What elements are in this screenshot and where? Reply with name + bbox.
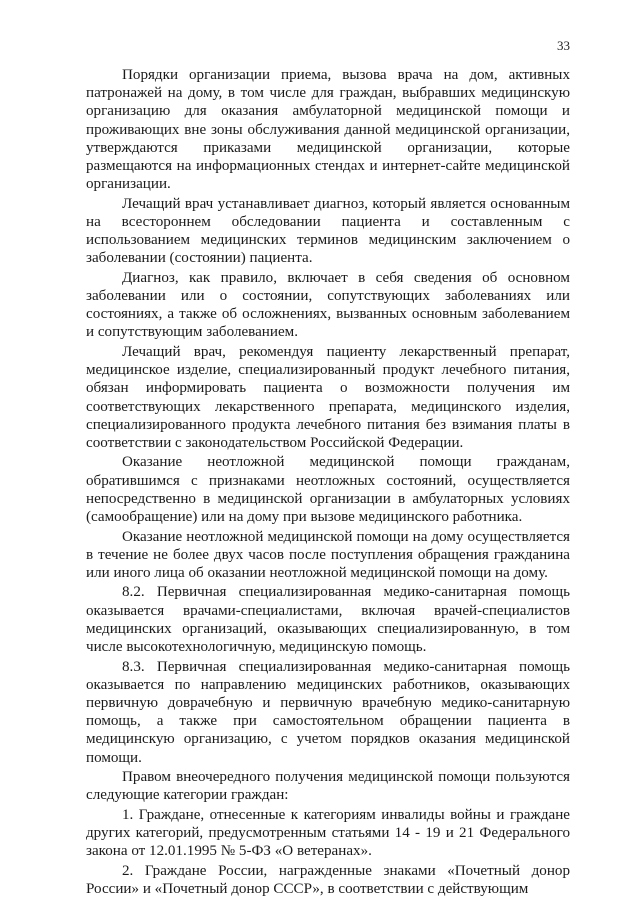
paragraph-diagnosis-contents: Диагноз, как правило, включает в себя сведения об основном заболевании или о состоянии, сопутствующих заболеваниях или состояниях, а также об осложнениях, вызванных основным заболеванием и сопутствующим заболеванием. bbox=[86, 269, 570, 341]
paragraph-diagnosis-establishment: Лечащий врач устанавливает диагноз, который является основанным на всестороннем обследовании пациента и составленным с использованием медицинских терминов медицинским заключением о заболевании (состоянии) пациента. bbox=[86, 195, 570, 267]
list-item-priority-category-1: 1. Граждане, отнесенные к категориям инвалиды войны и граждане других категорий, предусмотренным статьями 14 - 19 и 21 Федерального закона от 12.01.1995 № 5-ФЗ «О ветеранах». bbox=[86, 806, 570, 860]
paragraph-urgent-care: Оказание неотложной медицинской помощи гражданам, обратившимся с признаками неотложных состояний, осуществляется непосредственно в медицинской организации в амбулаторных условиях (самообращение) или на дому при вызове медицинского работника. bbox=[86, 454, 570, 526]
document-body bbox=[86, 66, 570, 899]
page-number: 33 bbox=[557, 38, 570, 53]
list-item-priority-category-2: 2. Граждане России, награжденные знаками «Почетный донор России» и «Почетный донор СССР», в соответствии с действующим bbox=[86, 862, 570, 897]
paragraph-section-8-3: 8.3. Первичная специализированная медико-санитарная помощь оказывается по направлению медицинских работников, оказывающих первичную доврачебную и первичную врачебную медико-санитарную помощь, а также при самостоятельном обращении пациента в медицинскую организацию, с учетом порядков оказания медицинской помощи. bbox=[86, 658, 570, 766]
paragraph-urgent-care-home: Оказание неотложной медицинской помощи на дому осуществляется в течение не более двух часов после поступления обращения гражданина или иного лица об оказании неотложной медицинской помощи на дому. bbox=[86, 528, 570, 581]
paragraph-priority-care-intro: Правом внеочередного получения медицинской помощи пользуются следующие категории граждан: bbox=[86, 769, 570, 804]
paragraph-appointment-procedures: Порядки организации приема, вызова врача на дом, активных патронажей на дому, в том числе для граждан, выбравших медицинскую организацию для оказания амбулаторной медицинской помощи и проживающих вне зоны обслуживания данной медицинской организации, утверждаются приказами медицинской организации, которые размещаются на информационных стендах и интернет-сайте медицинской организации. bbox=[86, 67, 570, 193]
paragraph-section-8-2: 8.2. Первичная специализированная медико-санитарная помощь оказывается врачами-специалистами, включая врачей-специалистов медицинских организаций, оказывающих специализированную, в том числе высокотехнологичную, медицинскую помощь. bbox=[86, 584, 570, 656]
paragraph-free-medication-info: Лечащий врач, рекомендуя пациенту лекарственный препарат, медицинское изделие, специализированный продукт лечебного питания, обязан информировать пациента о возможности получения им соответствующих лекарственного препарата, медицинского изделия, специализированного продукта лечебного питания без взимания платы в соответствии с законодательством Российской Федерации. bbox=[86, 343, 570, 451]
